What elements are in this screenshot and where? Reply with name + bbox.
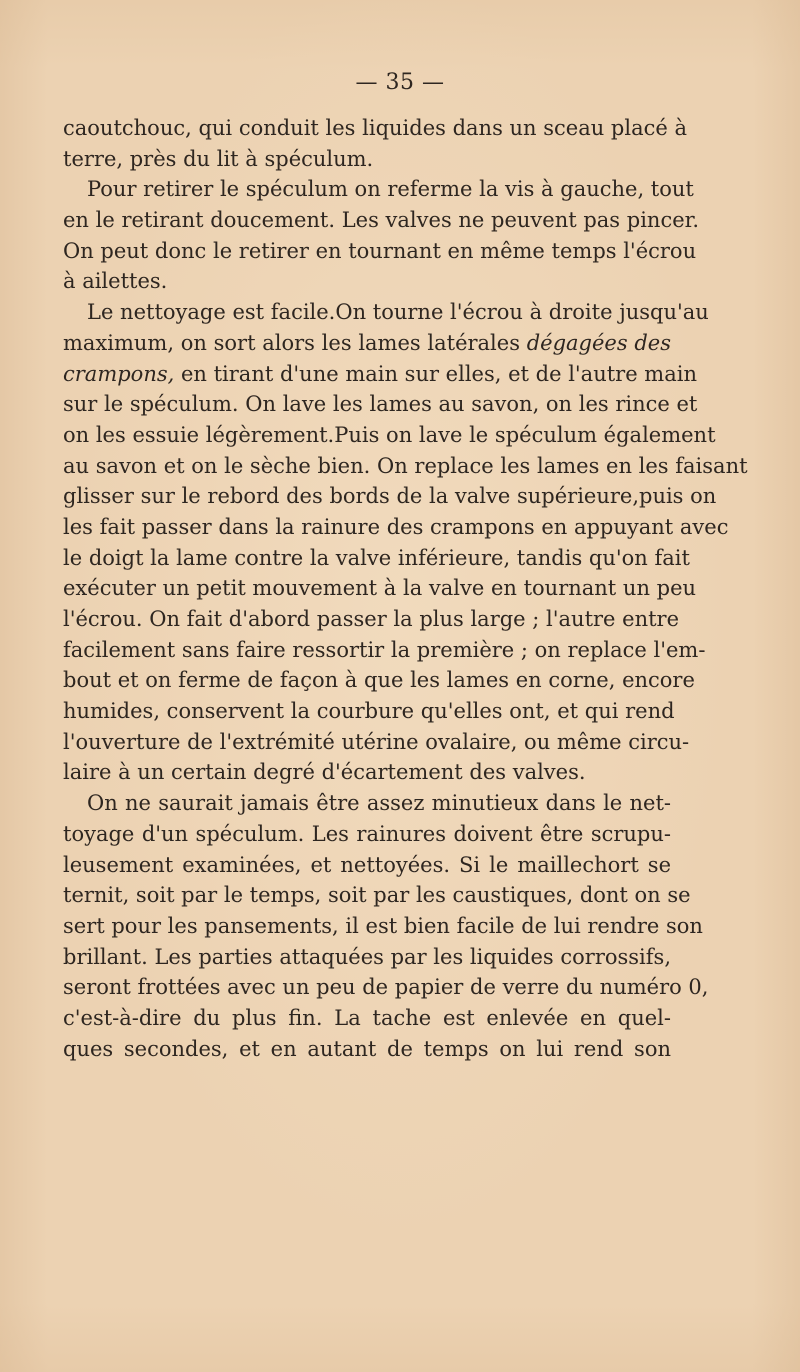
text-line: caoutchouc, qui conduit les liquides dans un sceau placé à bbox=[63, 116, 687, 140]
text-line: sur le spéculum. On lave les lames au savon, on les rince et bbox=[63, 392, 698, 417]
text-line: terre, près du lit à spéculum. bbox=[63, 146, 374, 171]
text-line: leusement examinées, et nettoyées. Si le maillechort se bbox=[63, 852, 671, 877]
text-line: le doigt la lame contre la valve inférieure, tandis qu'on fait bbox=[63, 545, 690, 570]
text-line: On peut donc le retirer en tournant en même temps l'écrou bbox=[63, 238, 697, 263]
text-line: On ne saurait jamais être assez minutieux dans le net- bbox=[87, 791, 671, 816]
text-line: en le retirant doucement. Les valves ne peuvent pas pincer. bbox=[63, 208, 700, 233]
text-span: maximum, on sort alors les lames latérales bbox=[63, 330, 527, 355]
text-line: humides, conservent la courbure qu'elles ont, et qui rend bbox=[63, 699, 675, 724]
text-line: laire à un certain degré d'écartement des valves. bbox=[63, 760, 586, 785]
text-line: les fait passer dans la rainure des crampons en appuyant avec bbox=[63, 514, 729, 539]
text-line bbox=[63, 359, 697, 390]
text-line: glisser sur le rebord des bords de la valve supérieure,puis on bbox=[63, 484, 717, 509]
text-span: en tirant d'une main sur elles, et de l'autre main bbox=[174, 361, 697, 386]
text-line: exécuter un petit mouvement à la valve en tournant un peu bbox=[63, 576, 697, 601]
text-line bbox=[63, 328, 671, 359]
italic-text: dégagées des bbox=[526, 330, 671, 355]
body-text bbox=[63, 113, 748, 1064]
text-line: Le nettoyage est facile.On tourne l'écrou à droite jusqu'au bbox=[87, 300, 709, 325]
text-line: seront frottées avec un peu de papier de verre du numéro 0, bbox=[63, 975, 709, 1000]
text-line: l'ouverture de l'extrémité utérine ovalaire, ou même circu- bbox=[63, 729, 690, 754]
text-line: ques secondes, et en autant de temps on lui rend son bbox=[63, 1036, 671, 1061]
text-line: l'écrou. On fait d'abord passer la plus large ; l'autre entre bbox=[63, 607, 680, 631]
text-line: sert pour les pansements, il est bien facile de lui rendre son bbox=[63, 913, 703, 938]
text-line: bout et on ferme de façon à que les lames en corne, encore bbox=[63, 668, 695, 693]
text-line: à ailettes. bbox=[63, 269, 168, 294]
text-line: facilement sans faire ressortir la première ; on replace l'em- bbox=[63, 637, 706, 662]
text-line: on les essuie légèrement.Puis on lave le spéculum également bbox=[63, 422, 716, 447]
page-number: — 35 — bbox=[355, 70, 445, 95]
text-line: ternit, soit par le temps, soit par les caustiques, dont on se bbox=[63, 883, 691, 908]
italic-text: crampons, bbox=[63, 361, 175, 386]
text-line: Pour retirer le spéculum on referme la vis à gauche, tout bbox=[87, 177, 694, 202]
text-line: brillant. Les parties attaquées par les liquides corrossifs, bbox=[63, 944, 671, 969]
text-line: c'est-à-dire du plus fin. La tache est enlevée en quel- bbox=[63, 1005, 671, 1030]
text-line: au savon et on le sèche bien. On replace les lames en les faisant bbox=[63, 453, 748, 478]
text-line: toyage d'un spéculum. Les rainures doivent être scrupu- bbox=[63, 821, 671, 846]
